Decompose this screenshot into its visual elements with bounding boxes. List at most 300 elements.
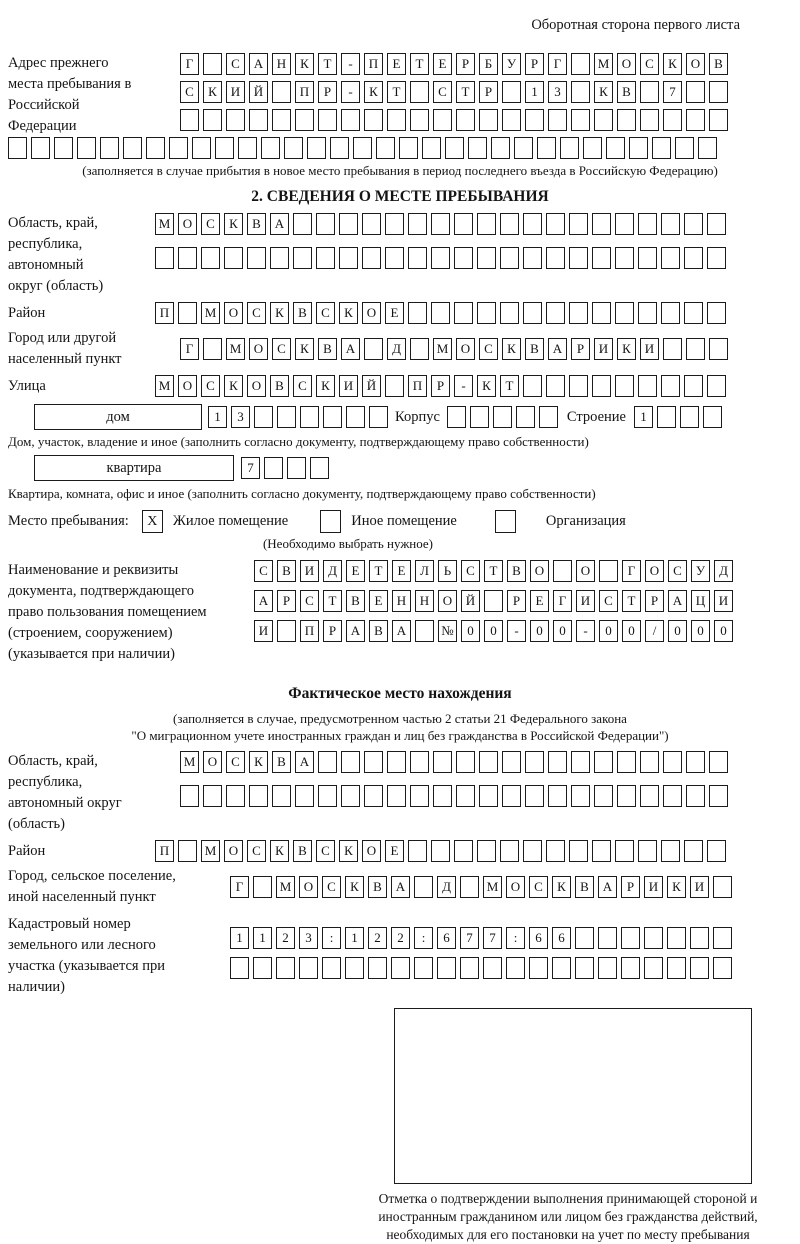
char-box[interactable]: М	[155, 213, 174, 235]
char-box[interactable]	[433, 751, 452, 773]
char-box[interactable]	[433, 785, 452, 807]
char-box[interactable]	[477, 840, 496, 862]
char-box[interactable]: К	[667, 876, 686, 898]
char-box[interactable]: 6	[552, 927, 571, 949]
char-box[interactable]	[339, 247, 358, 269]
char-box[interactable]	[617, 109, 636, 131]
char-box[interactable]	[295, 109, 314, 131]
char-box[interactable]: Е	[385, 302, 404, 324]
char-box[interactable]: М	[201, 840, 220, 862]
char-box[interactable]: Р	[323, 620, 342, 642]
char-box[interactable]: Р	[277, 590, 296, 612]
char-box[interactable]: П	[155, 302, 174, 324]
char-box[interactable]: С	[300, 590, 319, 612]
char-box[interactable]	[592, 840, 611, 862]
char-box[interactable]	[323, 406, 342, 428]
char-box[interactable]: П	[295, 81, 314, 103]
char-box[interactable]	[422, 137, 441, 159]
char-box[interactable]: В	[293, 840, 312, 862]
char-box[interactable]	[445, 137, 464, 159]
char-box[interactable]	[629, 137, 648, 159]
char-box[interactable]: Т	[484, 560, 503, 582]
char-box[interactable]: -	[454, 375, 473, 397]
char-box[interactable]: В	[293, 302, 312, 324]
char-box[interactable]: М	[483, 876, 502, 898]
char-box[interactable]: В	[318, 338, 337, 360]
char-box[interactable]	[362, 247, 381, 269]
char-box[interactable]	[431, 213, 450, 235]
char-box[interactable]	[690, 957, 709, 979]
char-box[interactable]: К	[552, 876, 571, 898]
char-box[interactable]	[560, 137, 579, 159]
char-box[interactable]: Т	[456, 81, 475, 103]
char-box[interactable]: -	[341, 81, 360, 103]
char-box[interactable]	[293, 247, 312, 269]
char-box[interactable]: 3	[231, 406, 250, 428]
char-box[interactable]	[456, 751, 475, 773]
char-box[interactable]: 0	[622, 620, 641, 642]
char-box[interactable]	[615, 375, 634, 397]
char-box[interactable]: К	[316, 375, 335, 397]
char-box[interactable]: К	[617, 338, 636, 360]
char-box[interactable]	[391, 957, 410, 979]
char-box[interactable]	[569, 375, 588, 397]
char-box[interactable]: О	[576, 560, 595, 582]
char-box[interactable]	[523, 213, 542, 235]
char-box[interactable]	[686, 338, 705, 360]
char-box[interactable]: И	[644, 876, 663, 898]
char-box[interactable]	[414, 876, 433, 898]
char-box[interactable]: 0	[553, 620, 572, 642]
char-box[interactable]: И	[714, 590, 733, 612]
char-box[interactable]	[277, 620, 296, 642]
char-box[interactable]	[456, 785, 475, 807]
char-box[interactable]	[539, 406, 558, 428]
char-box[interactable]: 1	[208, 406, 227, 428]
char-box[interactable]	[316, 247, 335, 269]
char-box[interactable]: Р	[456, 53, 475, 75]
char-box[interactable]	[414, 957, 433, 979]
char-box[interactable]	[276, 957, 295, 979]
char-box[interactable]: Д	[437, 876, 456, 898]
char-box[interactable]: :	[506, 927, 525, 949]
char-box[interactable]	[667, 927, 686, 949]
char-box[interactable]: О	[203, 751, 222, 773]
char-box[interactable]	[615, 213, 634, 235]
char-box[interactable]	[433, 109, 452, 131]
char-box[interactable]: А	[392, 620, 411, 642]
char-box[interactable]	[318, 785, 337, 807]
char-box[interactable]	[523, 840, 542, 862]
char-box[interactable]	[316, 213, 335, 235]
char-box[interactable]: К	[270, 840, 289, 862]
char-box[interactable]	[640, 751, 659, 773]
char-box[interactable]	[516, 406, 535, 428]
char-box[interactable]	[598, 957, 617, 979]
char-box[interactable]: К	[270, 302, 289, 324]
char-box[interactable]	[571, 81, 590, 103]
char-box[interactable]: О	[299, 876, 318, 898]
char-box[interactable]	[410, 81, 429, 103]
char-box[interactable]	[345, 957, 364, 979]
char-box[interactable]	[77, 137, 96, 159]
char-box[interactable]	[410, 109, 429, 131]
apartment-field[interactable]: квартира	[34, 455, 234, 481]
char-box[interactable]: К	[339, 840, 358, 862]
char-box[interactable]: Р	[318, 81, 337, 103]
char-box[interactable]	[529, 957, 548, 979]
char-box[interactable]	[341, 109, 360, 131]
char-box[interactable]	[385, 247, 404, 269]
char-box[interactable]	[362, 213, 381, 235]
char-box[interactable]	[707, 213, 726, 235]
char-box[interactable]: Ь	[438, 560, 457, 582]
char-box[interactable]	[525, 751, 544, 773]
char-box[interactable]: С	[180, 81, 199, 103]
char-box[interactable]: О	[456, 338, 475, 360]
char-box[interactable]: С	[322, 876, 341, 898]
char-box[interactable]: С	[529, 876, 548, 898]
char-box[interactable]: 2	[276, 927, 295, 949]
char-box[interactable]	[638, 375, 657, 397]
char-box[interactable]	[523, 247, 542, 269]
char-box[interactable]	[322, 957, 341, 979]
char-box[interactable]	[470, 406, 489, 428]
char-box[interactable]	[599, 560, 618, 582]
char-box[interactable]: И	[576, 590, 595, 612]
char-box[interactable]	[230, 957, 249, 979]
char-box[interactable]: Г	[548, 53, 567, 75]
house-field[interactable]: дом	[34, 404, 202, 430]
char-box[interactable]: Й	[249, 81, 268, 103]
char-box[interactable]	[287, 457, 306, 479]
char-box[interactable]	[364, 338, 383, 360]
char-box[interactable]	[621, 927, 640, 949]
char-box[interactable]	[709, 109, 728, 131]
char-box[interactable]: С	[272, 338, 291, 360]
char-box[interactable]: И	[690, 876, 709, 898]
char-box[interactable]: И	[640, 338, 659, 360]
char-box[interactable]	[592, 247, 611, 269]
char-box[interactable]	[502, 785, 521, 807]
char-box[interactable]	[385, 213, 404, 235]
char-box[interactable]: М	[433, 338, 452, 360]
char-box[interactable]: /	[645, 620, 664, 642]
char-box[interactable]	[431, 247, 450, 269]
char-box[interactable]	[661, 302, 680, 324]
char-box[interactable]: П	[155, 840, 174, 862]
char-box[interactable]	[553, 560, 572, 582]
char-box[interactable]: Н	[272, 53, 291, 75]
char-box[interactable]: М	[594, 53, 613, 75]
char-box[interactable]	[598, 927, 617, 949]
char-box[interactable]	[341, 785, 360, 807]
char-box[interactable]	[546, 375, 565, 397]
char-box[interactable]	[663, 751, 682, 773]
char-box[interactable]: А	[346, 620, 365, 642]
char-box[interactable]	[500, 840, 519, 862]
char-box[interactable]	[364, 109, 383, 131]
char-box[interactable]	[594, 785, 613, 807]
char-box[interactable]: О	[530, 560, 549, 582]
char-box[interactable]	[254, 406, 273, 428]
char-box[interactable]	[483, 957, 502, 979]
char-box[interactable]: С	[433, 81, 452, 103]
char-box[interactable]: Р	[507, 590, 526, 612]
char-box[interactable]	[569, 840, 588, 862]
checkbox-zhiloe[interactable]: X	[142, 510, 163, 533]
char-box[interactable]: Т	[387, 81, 406, 103]
char-box[interactable]	[707, 302, 726, 324]
char-box[interactable]: К	[477, 375, 496, 397]
char-box[interactable]	[638, 302, 657, 324]
char-box[interactable]	[615, 840, 634, 862]
char-box[interactable]	[293, 213, 312, 235]
char-box[interactable]	[546, 302, 565, 324]
char-box[interactable]: Г	[622, 560, 641, 582]
char-box[interactable]	[408, 302, 427, 324]
char-box[interactable]: С	[640, 53, 659, 75]
char-box[interactable]	[224, 247, 243, 269]
char-box[interactable]	[500, 247, 519, 269]
char-box[interactable]: А	[391, 876, 410, 898]
char-box[interactable]	[454, 302, 473, 324]
char-box[interactable]	[661, 375, 680, 397]
char-box[interactable]: :	[322, 927, 341, 949]
char-box[interactable]: В	[369, 620, 388, 642]
char-box[interactable]: А	[254, 590, 273, 612]
char-box[interactable]	[376, 137, 395, 159]
char-box[interactable]: П	[364, 53, 383, 75]
char-box[interactable]	[617, 751, 636, 773]
char-box[interactable]	[502, 751, 521, 773]
char-box[interactable]	[606, 137, 625, 159]
char-box[interactable]: М	[276, 876, 295, 898]
char-box[interactable]: Е	[385, 840, 404, 862]
char-box[interactable]	[247, 247, 266, 269]
char-box[interactable]: 7	[483, 927, 502, 949]
char-box[interactable]: 0	[691, 620, 710, 642]
char-box[interactable]	[100, 137, 119, 159]
char-box[interactable]	[684, 247, 703, 269]
char-box[interactable]: О	[362, 302, 381, 324]
char-box[interactable]: 0	[599, 620, 618, 642]
char-box[interactable]: В	[525, 338, 544, 360]
char-box[interactable]	[341, 751, 360, 773]
char-box[interactable]	[546, 840, 565, 862]
char-box[interactable]: Е	[530, 590, 549, 612]
char-box[interactable]	[454, 247, 473, 269]
char-box[interactable]	[491, 137, 510, 159]
char-box[interactable]	[369, 406, 388, 428]
char-box[interactable]: Р	[571, 338, 590, 360]
char-box[interactable]	[368, 957, 387, 979]
char-box[interactable]: И	[226, 81, 245, 103]
char-box[interactable]: Е	[433, 53, 452, 75]
char-box[interactable]: В	[346, 590, 365, 612]
stamp-area[interactable]	[394, 1008, 752, 1184]
char-box[interactable]	[571, 785, 590, 807]
char-box[interactable]: Р	[645, 590, 664, 612]
char-box[interactable]	[615, 302, 634, 324]
char-box[interactable]	[707, 840, 726, 862]
char-box[interactable]: О	[247, 375, 266, 397]
char-box[interactable]	[663, 785, 682, 807]
char-box[interactable]: Т	[323, 590, 342, 612]
char-box[interactable]	[684, 213, 703, 235]
char-box[interactable]	[686, 81, 705, 103]
char-box[interactable]: 1	[634, 406, 653, 428]
char-box[interactable]	[479, 751, 498, 773]
char-box[interactable]	[272, 81, 291, 103]
char-box[interactable]: С	[316, 302, 335, 324]
char-box[interactable]	[238, 137, 257, 159]
char-box[interactable]	[661, 840, 680, 862]
char-box[interactable]	[575, 927, 594, 949]
char-box[interactable]: Р	[479, 81, 498, 103]
char-box[interactable]	[500, 302, 519, 324]
char-box[interactable]	[410, 785, 429, 807]
char-box[interactable]: Е	[346, 560, 365, 582]
char-box[interactable]: В	[575, 876, 594, 898]
char-box[interactable]	[155, 247, 174, 269]
char-box[interactable]: О	[224, 840, 243, 862]
char-box[interactable]: С	[201, 375, 220, 397]
char-box[interactable]	[318, 751, 337, 773]
char-box[interactable]	[525, 109, 544, 131]
char-box[interactable]: 1	[253, 927, 272, 949]
char-box[interactable]: У	[502, 53, 521, 75]
char-box[interactable]	[468, 137, 487, 159]
char-box[interactable]	[698, 137, 717, 159]
char-box[interactable]: Р	[431, 375, 450, 397]
char-box[interactable]	[253, 957, 272, 979]
char-box[interactable]	[180, 109, 199, 131]
char-box[interactable]	[552, 957, 571, 979]
char-box[interactable]	[431, 302, 450, 324]
char-box[interactable]	[523, 302, 542, 324]
char-box[interactable]	[330, 137, 349, 159]
char-box[interactable]	[454, 213, 473, 235]
char-box[interactable]: Е	[392, 560, 411, 582]
char-box[interactable]	[54, 137, 73, 159]
char-box[interactable]: Й	[461, 590, 480, 612]
char-box[interactable]: 3	[299, 927, 318, 949]
char-box[interactable]	[657, 406, 676, 428]
char-box[interactable]	[684, 302, 703, 324]
char-box[interactable]	[506, 957, 525, 979]
char-box[interactable]	[477, 247, 496, 269]
char-box[interactable]	[569, 247, 588, 269]
char-box[interactable]: С	[226, 751, 245, 773]
char-box[interactable]: С	[226, 53, 245, 75]
char-box[interactable]: В	[507, 560, 526, 582]
char-box[interactable]: 7	[663, 81, 682, 103]
char-box[interactable]: Р	[525, 53, 544, 75]
char-box[interactable]	[690, 927, 709, 949]
char-box[interactable]	[364, 751, 383, 773]
char-box[interactable]	[410, 338, 429, 360]
char-box[interactable]	[346, 406, 365, 428]
char-box[interactable]	[707, 247, 726, 269]
char-box[interactable]: О	[224, 302, 243, 324]
char-box[interactable]	[203, 338, 222, 360]
char-box[interactable]: Т	[500, 375, 519, 397]
char-box[interactable]: К	[249, 751, 268, 773]
char-box[interactable]: П	[408, 375, 427, 397]
char-box[interactable]	[364, 785, 383, 807]
char-box[interactable]: 0	[461, 620, 480, 642]
char-box[interactable]	[680, 406, 699, 428]
char-box[interactable]	[203, 109, 222, 131]
char-box[interactable]: М	[180, 751, 199, 773]
char-box[interactable]	[663, 109, 682, 131]
char-box[interactable]: -	[576, 620, 595, 642]
char-box[interactable]	[644, 927, 663, 949]
char-box[interactable]: 6	[437, 927, 456, 949]
char-box[interactable]	[31, 137, 50, 159]
char-box[interactable]: 2	[368, 927, 387, 949]
char-box[interactable]	[447, 406, 466, 428]
char-box[interactable]: 3	[548, 81, 567, 103]
char-box[interactable]	[661, 247, 680, 269]
char-box[interactable]	[548, 109, 567, 131]
char-box[interactable]: И	[594, 338, 613, 360]
char-box[interactable]	[640, 81, 659, 103]
char-box[interactable]	[399, 137, 418, 159]
char-box[interactable]: О	[438, 590, 457, 612]
char-box[interactable]: С	[668, 560, 687, 582]
char-box[interactable]: О	[178, 213, 197, 235]
char-box[interactable]	[493, 406, 512, 428]
char-box[interactable]	[387, 109, 406, 131]
char-box[interactable]: Г	[230, 876, 249, 898]
char-box[interactable]	[387, 751, 406, 773]
char-box[interactable]	[8, 137, 27, 159]
char-box[interactable]: 0	[714, 620, 733, 642]
char-box[interactable]	[215, 137, 234, 159]
char-box[interactable]	[284, 137, 303, 159]
char-box[interactable]: 6	[529, 927, 548, 949]
char-box[interactable]: Л	[415, 560, 434, 582]
char-box[interactable]: С	[201, 213, 220, 235]
char-box[interactable]	[460, 876, 479, 898]
char-box[interactable]: С	[479, 338, 498, 360]
char-box[interactable]: С	[254, 560, 273, 582]
char-box[interactable]: О	[362, 840, 381, 862]
char-box[interactable]: К	[295, 53, 314, 75]
char-box[interactable]: А	[598, 876, 617, 898]
char-box[interactable]: 7	[460, 927, 479, 949]
char-box[interactable]	[339, 213, 358, 235]
char-box[interactable]: У	[691, 560, 710, 582]
char-box[interactable]	[686, 785, 705, 807]
char-box[interactable]	[502, 109, 521, 131]
char-box[interactable]	[548, 785, 567, 807]
char-box[interactable]: К	[203, 81, 222, 103]
char-box[interactable]: Т	[622, 590, 641, 612]
char-box[interactable]	[500, 213, 519, 235]
char-box[interactable]	[594, 751, 613, 773]
char-box[interactable]	[592, 375, 611, 397]
char-box[interactable]: О	[506, 876, 525, 898]
char-box[interactable]	[387, 785, 406, 807]
char-box[interactable]: Н	[415, 590, 434, 612]
char-box[interactable]	[318, 109, 337, 131]
char-box[interactable]: О	[645, 560, 664, 582]
char-box[interactable]	[709, 785, 728, 807]
char-box[interactable]	[640, 109, 659, 131]
